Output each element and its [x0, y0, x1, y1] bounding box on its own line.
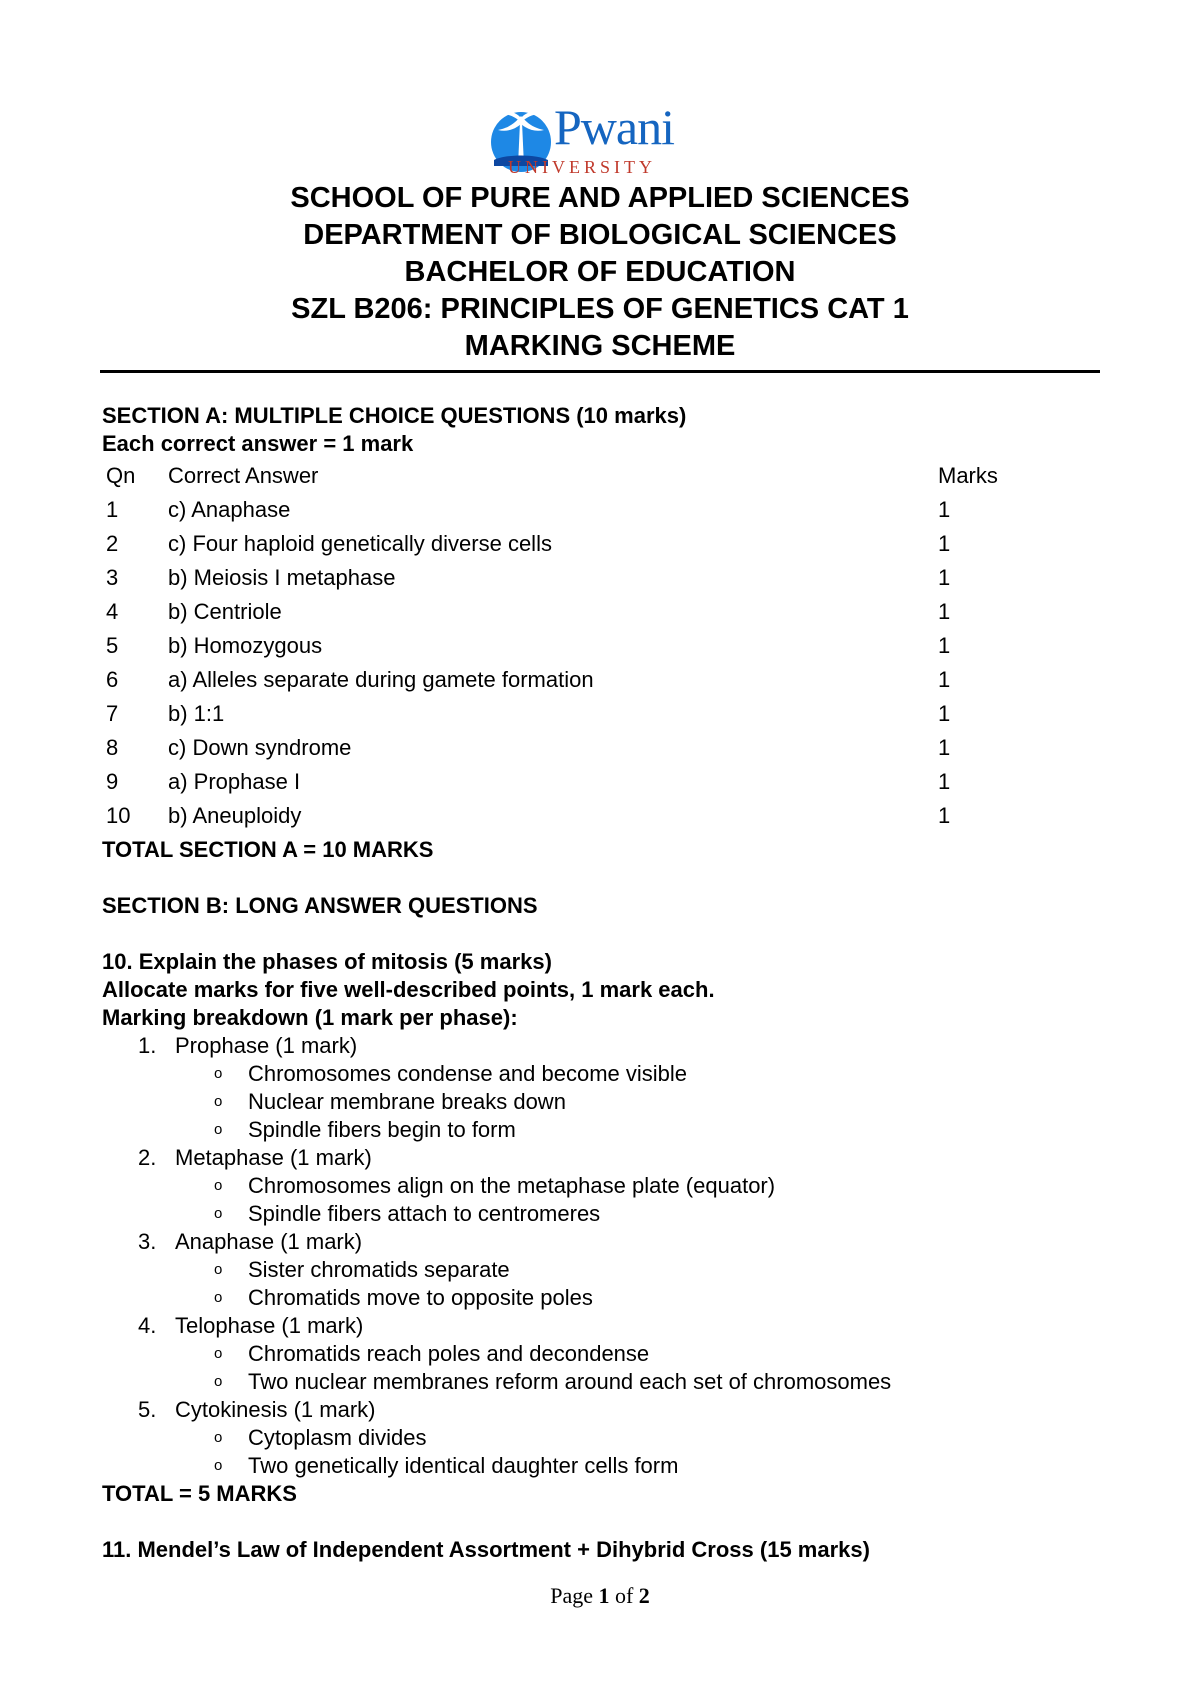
logo-name: Pwani — [554, 99, 674, 155]
document-type: MARKING SCHEME — [464, 330, 736, 362]
list-number: 5. — [138, 1397, 157, 1422]
row-qn: 9 — [106, 769, 119, 794]
question-10-breakdown: Marking breakdown (1 mark per phase): — [102, 1005, 518, 1030]
row-answer: b) Centriole — [168, 599, 282, 624]
logo-subtitle: UNIVERSITY — [508, 157, 656, 177]
phase-label: Prophase (1 mark) — [175, 1033, 358, 1058]
page-word: Page — [550, 1583, 593, 1608]
bullet-icon: o — [214, 1457, 223, 1474]
row-marks: 1 — [938, 803, 951, 828]
bullet-icon: o — [214, 1065, 223, 1082]
row-qn: 2 — [106, 531, 119, 556]
section-a-total: TOTAL SECTION A = 10 MARKS — [102, 837, 434, 862]
bullet-icon: o — [214, 1121, 223, 1138]
phase-point: Two nuclear membranes reform around each set of chromosomes — [248, 1369, 892, 1394]
row-marks: 1 — [938, 667, 951, 692]
header-divider — [100, 370, 1100, 373]
question-11-title: 11. Mendel’s Law of Independent Assortment + Dihybrid Cross (15 marks) — [102, 1537, 870, 1562]
row-answer: c) Anaphase — [168, 497, 291, 522]
row-qn: 7 — [106, 701, 119, 726]
phase-point: Cytoplasm divides — [248, 1425, 427, 1450]
list-number: 1. — [138, 1033, 157, 1058]
bullet-icon: o — [214, 1093, 223, 1110]
question-10-instruction: Allocate marks for five well-described points, 1 mark each. — [102, 977, 715, 1002]
bullet-icon: o — [214, 1261, 223, 1278]
section-a-title: SECTION A: MULTIPLE CHOICE QUESTIONS (10 marks) — [102, 403, 687, 428]
row-answer: b) Homozygous — [168, 633, 323, 658]
phase-point: Nuclear membrane breaks down — [248, 1089, 566, 1114]
row-marks: 1 — [938, 599, 951, 624]
row-qn: 4 — [106, 599, 119, 624]
row-qn: 10 — [106, 803, 131, 828]
phase-point: Spindle fibers attach to centromeres — [248, 1201, 601, 1226]
section-a-note: Each correct answer = 1 mark — [102, 431, 414, 456]
row-answer: a) Alleles separate during gamete formation — [168, 667, 594, 692]
phase-point: Chromosomes condense and become visible — [248, 1061, 688, 1086]
section-b-title: SECTION B: LONG ANSWER QUESTIONS — [102, 893, 538, 918]
row-marks: 1 — [938, 701, 951, 726]
row-qn: 8 — [106, 735, 119, 760]
course-title: SZL B206: PRINCIPLES OF GENETICS CAT 1 — [291, 293, 909, 325]
page-current: 1 — [598, 1583, 610, 1608]
row-answer: a) Prophase I — [168, 769, 301, 794]
row-qn: 3 — [106, 565, 119, 590]
row-answer: b) Aneuploidy — [168, 803, 302, 828]
list-number: 2. — [138, 1145, 157, 1170]
bullet-icon: o — [214, 1289, 223, 1306]
bullet-icon: o — [214, 1205, 223, 1222]
row-qn: 6 — [106, 667, 119, 692]
phase-point: Spindle fibers begin to form — [248, 1117, 516, 1142]
row-answer: b) 1:1 — [168, 701, 225, 726]
column-header-answer: Correct Answer — [168, 463, 319, 488]
row-marks: 1 — [938, 497, 951, 522]
university-logo — [486, 98, 706, 180]
list-number: 4. — [138, 1313, 157, 1338]
bullet-icon: o — [214, 1177, 223, 1194]
phase-label: Metaphase (1 mark) — [175, 1145, 372, 1170]
school-name: SCHOOL OF PURE AND APPLIED SCIENCES — [290, 182, 910, 214]
row-qn: 1 — [106, 497, 119, 522]
phase-label: Cytokinesis (1 mark) — [175, 1397, 376, 1422]
row-answer: b) Meiosis I metaphase — [168, 565, 396, 590]
row-qn: 5 — [106, 633, 119, 658]
programme-name: BACHELOR OF EDUCATION — [404, 256, 796, 288]
question-10-total: TOTAL = 5 MARKS — [102, 1481, 297, 1506]
row-marks: 1 — [938, 633, 951, 658]
row-marks: 1 — [938, 735, 951, 760]
page-total: 2 — [638, 1583, 650, 1608]
phase-label: Telophase (1 mark) — [175, 1313, 364, 1338]
column-header-marks: Marks — [938, 463, 998, 488]
row-marks: 1 — [938, 565, 951, 590]
phase-point: Two genetically identical daughter cells form — [248, 1453, 679, 1478]
department-name: DEPARTMENT OF BIOLOGICAL SCIENCES — [303, 219, 897, 251]
phase-point: Chromatids reach poles and decondense — [248, 1341, 650, 1366]
bullet-icon: o — [214, 1373, 223, 1390]
row-marks: 1 — [938, 769, 951, 794]
question-10-title: 10. Explain the phases of mitosis (5 marks) — [102, 949, 552, 974]
of-word: of — [614, 1583, 634, 1608]
phase-point: Chromosomes align on the metaphase plate (equator) — [248, 1173, 776, 1198]
phase-point: Chromatids move to opposite poles — [248, 1285, 593, 1310]
phase-label: Anaphase (1 mark) — [175, 1229, 363, 1254]
column-header-qn: Qn — [106, 463, 136, 488]
bullet-icon: o — [214, 1345, 223, 1362]
phase-point: Sister chromatids separate — [248, 1257, 510, 1282]
bullet-icon: o — [214, 1429, 223, 1446]
row-marks: 1 — [938, 531, 951, 556]
page-footer — [0, 1582, 1200, 1610]
row-answer: c) Four haploid genetically diverse cells — [168, 531, 552, 556]
row-answer: c) Down syndrome — [168, 735, 352, 760]
list-number: 3. — [138, 1229, 157, 1254]
